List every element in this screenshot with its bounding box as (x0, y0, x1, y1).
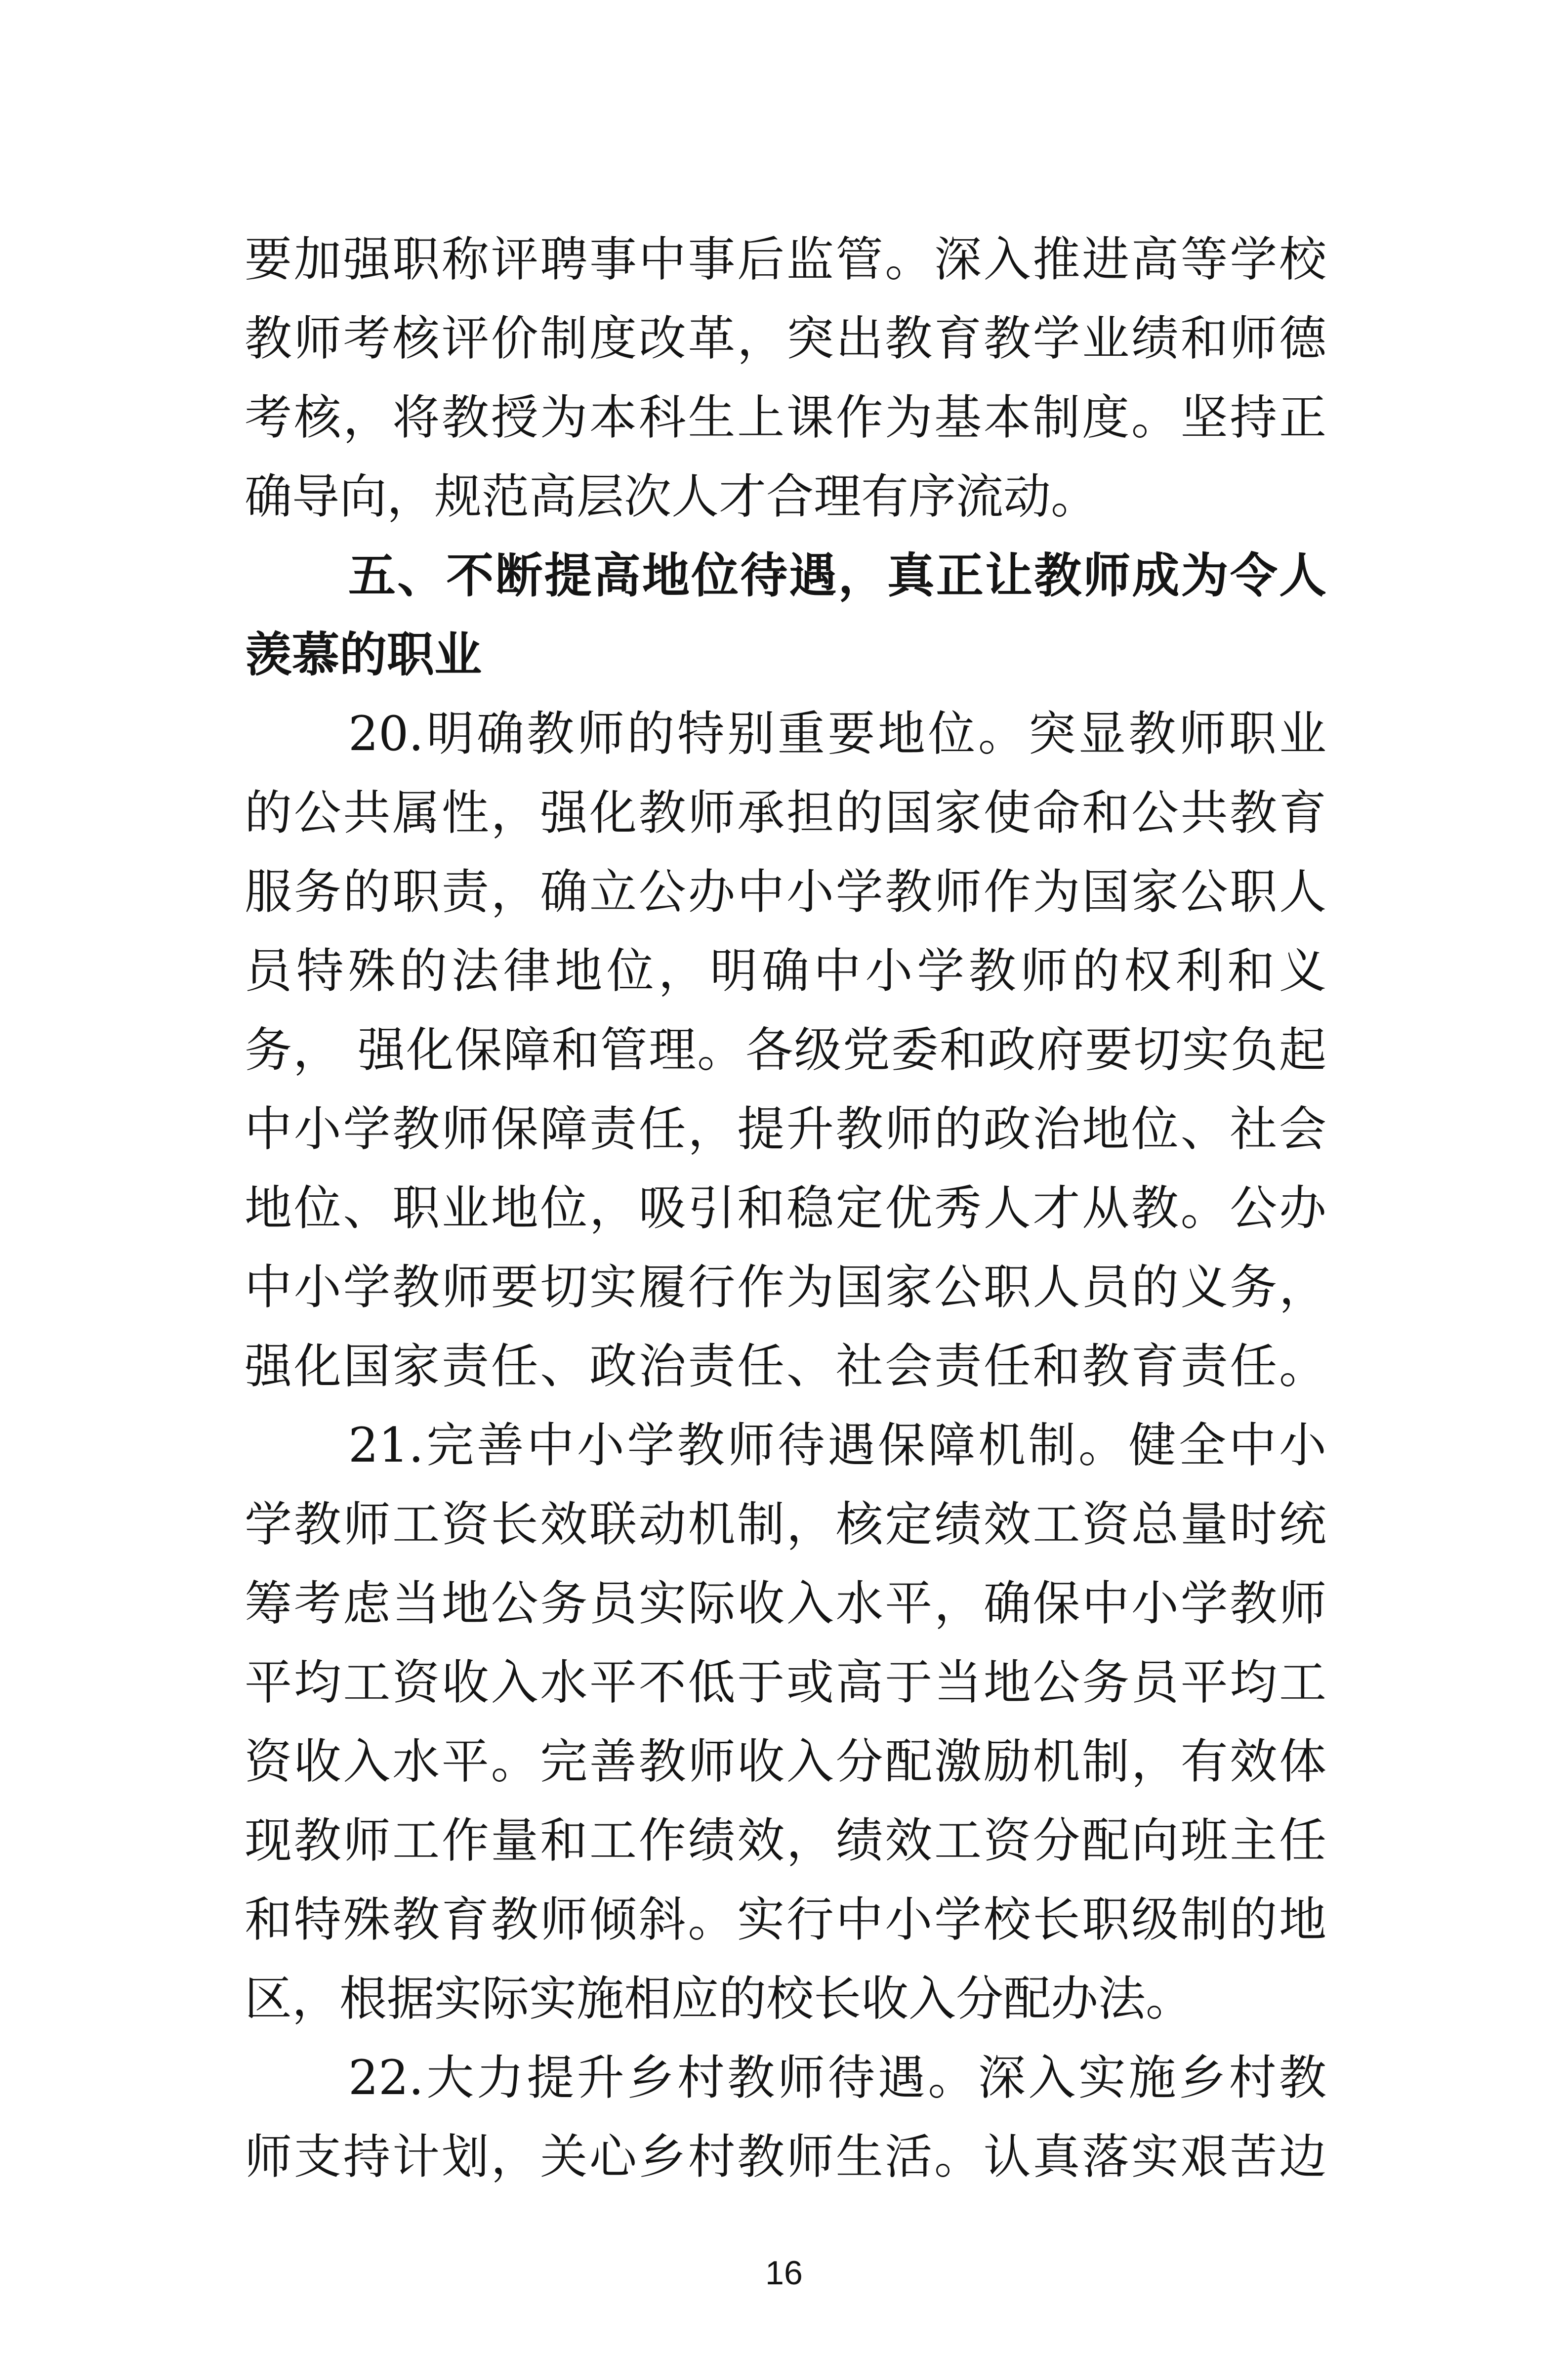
section-heading (245, 536, 1326, 694)
text-line: 中小学教师保障责任，提升教师的政治地位、社会 (245, 1101, 1326, 1157)
paragraph (245, 220, 1326, 536)
text-line: 现教师工作量和工作绩效，绩效工资分配向班主任 (245, 1813, 1326, 1868)
document-body (245, 220, 1326, 2196)
text-line: 务， 强化保障和管理。各级党委和政府要切实负起 (245, 1022, 1326, 1078)
heading-line: 五、不断提高地位待遇，真正让教师成为令人 (348, 547, 1326, 603)
text-line: 服务的职责，确立公办中小学教师作为国家公职人 (245, 864, 1326, 920)
text-line: 21.完善中小学教师待遇保障机制。健全中小 (348, 1418, 1326, 1473)
text-line: 确导向，规范高层次人才合理有序流动。 (245, 469, 1098, 524)
text-line: 学教师工资长效联动机制，核定绩效工资总量时统 (245, 1497, 1326, 1552)
paragraph (245, 2038, 1326, 2196)
text-line: 强化国家责任、政治责任、社会责任和教育责任。 (245, 1339, 1326, 1394)
text-line: 考核，将教授为本科生上课作为基本制度。坚持正 (245, 390, 1326, 445)
text-line: 员特殊的法律地位，明确中小学教师的权利和义 (245, 943, 1326, 999)
text-line: 筹考虑当地公务员实际收入水平，确保中小学教师 (245, 1576, 1326, 1631)
text-line: 要加强职称评聘事中事后监管。深入推进高等学校 (245, 232, 1326, 287)
text-line: 平均工资收入水平不低于或高于当地公务员平均工 (245, 1655, 1326, 1710)
heading-line: 羡慕的职业 (245, 627, 482, 682)
text-line: 22.大力提升乡村教师待遇。深入实施乡村教 (348, 2050, 1326, 2105)
paragraph (245, 1406, 1326, 2038)
text-line: 资收入水平。完善教师收入分配激励机制，有效体 (245, 1734, 1326, 1789)
text-line: 中小学教师要切实履行作为国家公职人员的义务， (245, 1260, 1326, 1315)
page-number: 16 (765, 2254, 803, 2292)
text-line: 师支持计划，关心乡村教师生活。认真落实艰苦边 (245, 2129, 1326, 2185)
text-line: 教师考核评价制度改革，突出教育教学业绩和师德 (245, 311, 1326, 366)
text-line: 区，根据实际实施相应的校长收入分配办法。 (245, 1971, 1193, 2026)
text-line: 地位、职业地位，吸引和稳定优秀人才从教。公办 (245, 1180, 1326, 1236)
paragraph (245, 694, 1326, 1406)
text-line: 20.明确教师的特别重要地位。突显教师职业 (348, 706, 1326, 761)
text-line: 的公共属性，强化教师承担的国家使命和公共教育 (245, 785, 1326, 840)
text-line: 和特殊教育教师倾斜。实行中小学校长职级制的地 (245, 1892, 1326, 1947)
